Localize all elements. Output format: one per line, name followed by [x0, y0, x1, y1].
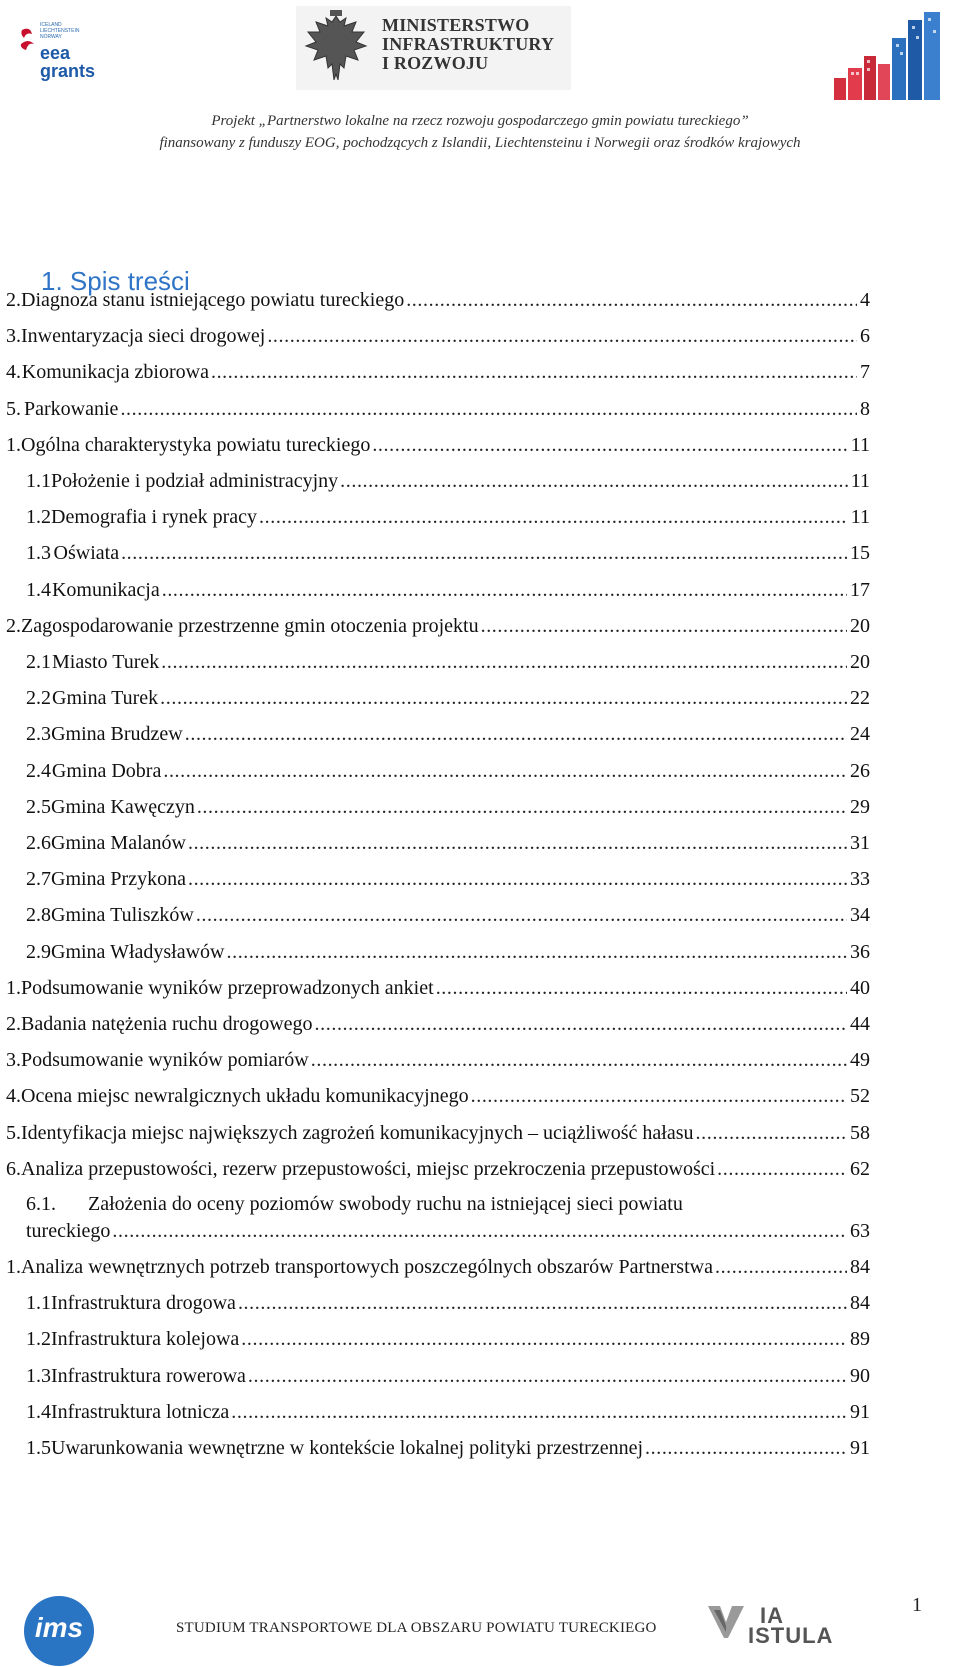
toc-dot-leader: [481, 614, 847, 638]
toc-dot-leader: [196, 903, 847, 927]
ims-logo-text: ims: [34, 1612, 84, 1643]
toc-entry-number: 4.: [6, 361, 21, 384]
toc-entry-page: 7: [860, 361, 870, 384]
toc-entry[interactable]: [26, 1436, 870, 1460]
toc-entry-label: Ocena miejsc newralgicznych układu komunikacyjnego: [21, 1085, 469, 1108]
buildings-icon: [832, 8, 944, 104]
toc-entry[interactable]: [26, 1400, 870, 1424]
toc-entry-label: Uwarunkowania wewnętrzne w kontekście lokalnej polityki przestrzennej: [51, 1437, 644, 1459]
toc-entry[interactable]: [26, 686, 870, 710]
toc-entry-page: 84: [850, 1292, 870, 1315]
toc-entry-number: 3.: [6, 325, 21, 348]
toc-entry[interactable]: [26, 1327, 870, 1351]
toc-dot-leader: [311, 1048, 847, 1072]
toc-entry-number: 2.6: [26, 832, 51, 854]
toc-dot-leader: [112, 1219, 847, 1243]
toc-dot-leader: [163, 759, 847, 783]
toc-entry[interactable]: [26, 1291, 870, 1315]
toc-entry[interactable]: [26, 578, 870, 602]
toc-entry[interactable]: [6, 288, 870, 312]
toc-entry[interactable]: [26, 831, 870, 855]
toc-entry-number: 2.: [6, 289, 21, 311]
toc-entry-page: 91: [850, 1400, 870, 1423]
toc-entry-label: Gmina Władysławów: [51, 940, 225, 963]
toc-entry-page: 49: [850, 1049, 870, 1072]
toc-entry[interactable]: [26, 505, 870, 529]
toc-entry-number: 2.1: [26, 651, 51, 673]
toc-entry-number: 2.9: [26, 940, 51, 963]
toc-entry-number: 1.2: [26, 506, 51, 529]
toc-entry-label: Diagnoza stanu istniejącego powiatu tureckiego: [21, 289, 405, 311]
toc-entry-page: 58: [850, 1121, 870, 1144]
toc-dot-leader: [717, 1157, 847, 1181]
toc-entry[interactable]: [26, 940, 870, 964]
toc-dot-leader: [120, 397, 857, 421]
city-buildings-logo: [832, 8, 944, 104]
toc-entry-label: Inwentaryzacja sieci drogowej: [21, 325, 266, 348]
toc-entry-page: 89: [850, 1328, 870, 1351]
toc-entry-label: Analiza wewnętrznych potrzeb transportowych poszczególnych obszarów Partnerstwa: [21, 1256, 713, 1278]
vistula-v-icon: [706, 1602, 746, 1642]
toc-dot-leader: [197, 795, 847, 819]
toc-entry-number: 2.5: [26, 795, 51, 818]
eea-word: eea: [40, 43, 71, 63]
toc-entry-label: Gmina Przykona: [51, 868, 186, 891]
ims-logo: [24, 1596, 94, 1666]
eea-grants-logo: [18, 22, 108, 84]
toc-entry-page: 33: [850, 868, 870, 891]
toc-dot-leader: [436, 976, 847, 1000]
toc-entry-page: 52: [850, 1085, 870, 1108]
toc-entry[interactable]: [26, 759, 870, 783]
toc-entry-page: 4: [860, 289, 870, 311]
toc-entry-page: 44: [850, 1013, 870, 1035]
toc-dot-leader: [471, 1084, 847, 1108]
toc-entry-number: 1.: [6, 976, 21, 999]
toc-entry-page: 26: [850, 759, 870, 782]
toc-entry-number: 2.4: [26, 759, 51, 782]
toc-entry-label: Infrastruktura lotnicza: [51, 1400, 230, 1423]
toc-entry-page: 34: [850, 904, 870, 927]
toc-entry-page: 20: [850, 614, 870, 637]
toc-entry-page: 22: [850, 687, 870, 710]
toc-entry[interactable]: [26, 795, 870, 819]
toc-entry-number: 2.7: [26, 868, 51, 891]
toc-entry-page: 31: [850, 832, 870, 854]
toc-entry[interactable]: [26, 541, 870, 565]
toc-entry-label: tureckiego: [26, 1220, 111, 1242]
toc-entry[interactable]: [26, 650, 870, 674]
toc-entry-page: 63: [850, 1220, 870, 1242]
toc-dot-leader: [188, 831, 847, 855]
toc-entry-page: 36: [850, 940, 870, 963]
toc-entry-number: 1.4: [26, 1400, 51, 1423]
toc-entry[interactable]: [6, 360, 870, 384]
toc-entry-number: 2.3: [26, 723, 51, 746]
toc-entry-page: 62: [850, 1157, 870, 1180]
toc-entry-label: Założenia do oceny poziomów swobody ruchu na istniejącej sieci powiatu: [88, 1193, 683, 1215]
toc-entry-page: 11: [850, 433, 870, 456]
toc-dot-leader: [715, 1255, 847, 1279]
toc-dot-leader: [372, 433, 847, 457]
via-vistula-logo: [706, 1602, 866, 1648]
toc-entry-wrapped[interactable]: [26, 1191, 870, 1217]
toc-entry-number: 2.8: [26, 904, 51, 927]
toc-entry-label: Ogólna charakterystyka powiatu tureckiego: [21, 433, 371, 456]
toc-entry-number: 1.: [6, 1256, 21, 1278]
ministry-name: MINISTERSTWO INFRASTRUKTURY I ROZWOJU: [382, 15, 555, 73]
toc-entry-number: 3.: [6, 1049, 21, 1072]
toc-entry-label: Zagospodarowanie przestrzenne gmin otoczenia projektu: [21, 614, 479, 637]
toc-entry[interactable]: [6, 1157, 870, 1181]
toc-entry-label: Podsumowanie wyników pomiarów: [21, 1049, 309, 1072]
toc-entry-number: 6.1.: [26, 1193, 56, 1215]
toc-dot-leader: [211, 360, 857, 384]
toc-entry-page: 20: [850, 651, 870, 673]
toc-entry-page: 8: [860, 397, 870, 420]
toc-entry-label: Miasto Turek: [52, 651, 160, 673]
toc-entry-page: 91: [850, 1437, 870, 1459]
toc-entry-label: Gmina Brudzew: [51, 723, 183, 746]
toc-entry-page: 24: [850, 723, 870, 746]
toc-entry[interactable]: [6, 324, 870, 348]
toc-entry-label: Analiza przepustowości, rezerw przepustowości, miejsc przekroczenia przepustowości: [21, 1157, 716, 1180]
toc-dot-leader: [340, 469, 848, 493]
toc-entry-page: 11: [850, 470, 870, 492]
toc-entry[interactable]: [6, 614, 870, 638]
toc-entry-label: Położenie i podział administracyjny: [51, 470, 339, 492]
toc-dot-leader: [645, 1436, 847, 1460]
toc-dot-leader: [121, 541, 847, 565]
project-title: Projekt „Partnerstwo lokalne na rzecz rozwoju gospodarczego gmin powiatu tureckiego”: [211, 113, 749, 129]
toc-entry[interactable]: [26, 867, 870, 891]
toc-entry-label: Badania natężenia ruchu drogowego: [21, 1013, 313, 1035]
toc-dot-leader: [238, 1291, 847, 1315]
toc-entry-page: 29: [850, 795, 870, 818]
toc-entry-number: 1.1: [26, 1292, 51, 1315]
toc-entry[interactable]: [26, 722, 870, 746]
toc-dot-leader: [185, 722, 847, 746]
toc-dot-leader: [696, 1121, 847, 1145]
toc-entry-label: Komunikacja: [51, 578, 160, 601]
toc-entry-continuation[interactable]: [26, 1219, 870, 1243]
toc-entry-number: 1.1: [26, 470, 51, 492]
toc-dot-leader: [248, 1364, 847, 1388]
eea-country-list: ICELAND LIECHTENSTEIN NORWAY: [40, 22, 80, 40]
toc-entry-label: Gmina Turek: [52, 687, 159, 710]
toc-dot-leader: [162, 578, 847, 602]
toc-entry[interactable]: [26, 903, 870, 927]
toc-entry[interactable]: [6, 1121, 870, 1145]
toc-entry[interactable]: [6, 1084, 870, 1108]
toc-dot-leader: [267, 324, 857, 348]
toc-dot-leader: [188, 867, 847, 891]
toc-dot-leader: [406, 288, 857, 312]
toc-entry-number: 2.: [6, 614, 21, 637]
toc-entry-label: Infrastruktura kolejowa: [51, 1328, 240, 1351]
toc-dot-leader: [315, 1012, 847, 1036]
toc-entry-label: Identyfikacja miejsc największych zagrożeń komunikacyjnych – uciążliwość hałasu: [21, 1121, 694, 1144]
toc-entry[interactable]: [6, 1012, 870, 1036]
grants-word: grants: [40, 61, 96, 81]
toc-entry-number: 2.: [6, 1013, 21, 1035]
polish-eagle-icon: [300, 10, 372, 86]
toc-entry-page: 15: [850, 542, 870, 565]
toc-entry-page: 6: [860, 325, 870, 348]
toc-entry-page: 90: [850, 1364, 870, 1387]
toc-dot-leader: [160, 686, 847, 710]
toc-entry-number: 5.: [6, 397, 21, 420]
toc-title: 1. Spis treści: [41, 266, 190, 296]
toc-entry-label: Podsumowanie wyników przeprowadzonych ankiet: [21, 976, 434, 999]
toc-entry-number: 1.3: [26, 1364, 51, 1387]
page-number: 1: [912, 1594, 922, 1616]
toc-entry-label: Parkowanie: [24, 397, 119, 420]
toc-entry-number: 1.2: [26, 1328, 51, 1351]
toc-entry-page: 11: [850, 506, 870, 529]
toc-dot-leader: [227, 940, 848, 964]
study-title: STUDIUM TRANSPORTOWE DLA OBSZARU POWIATU TURECKIEGO: [176, 1620, 657, 1636]
toc-entry-label: Infrastruktura drogowa: [51, 1292, 236, 1315]
toc-dot-leader: [241, 1327, 847, 1351]
toc-entry-number: 4.: [6, 1085, 21, 1108]
toc-entry-number: 1.: [6, 433, 21, 456]
toc-dot-leader: [259, 505, 848, 529]
toc-entry-label: Oświata: [53, 542, 120, 565]
toc-entry[interactable]: [6, 397, 870, 421]
toc-entry-number: 5.: [6, 1121, 21, 1144]
toc-entry-label: Gmina Kawęczyn: [51, 795, 195, 818]
toc-entry-label: Demografia i rynek pracy: [51, 506, 258, 529]
toc-entry-page: 40: [850, 976, 870, 999]
toc-entry-label: Gmina Dobra: [51, 759, 162, 782]
toc-dot-leader: [161, 650, 847, 674]
toc-entry-page: 17: [850, 578, 870, 601]
ministry-logo: [296, 6, 571, 90]
toc-entry-label: Gmina Malanów: [51, 832, 186, 854]
toc-entry-number: 1.4: [26, 578, 51, 601]
toc-entry[interactable]: [6, 976, 870, 1000]
toc-entry[interactable]: [6, 1255, 870, 1279]
toc-entry[interactable]: [26, 469, 870, 493]
project-funding: finansowany z funduszy EOG, pochodzących z Islandii, Liechtensteinu i Norwegii oraz środków krajowych: [159, 135, 801, 151]
toc-entry-number: 1.3: [26, 542, 51, 565]
toc-entry-label: Komunikacja zbiorowa: [21, 361, 209, 384]
eea-grants-icon: [18, 26, 40, 66]
toc-entry-number: 1.5: [26, 1437, 51, 1459]
toc-entry-label: Infrastruktura rowerowa: [51, 1364, 246, 1387]
toc-entry[interactable]: [6, 1048, 870, 1072]
toc-dot-leader: [231, 1400, 847, 1424]
toc-entry-page: 84: [850, 1256, 870, 1278]
toc-entry-label: Gmina Tuliszków: [51, 904, 194, 927]
toc-entry[interactable]: [6, 433, 870, 457]
toc-entry-number: 6.: [6, 1157, 21, 1180]
vistula-wordmark: IA ISTULA: [748, 1603, 834, 1648]
toc-entry[interactable]: [26, 1364, 870, 1388]
toc-entry-number: 2.2: [26, 687, 51, 710]
